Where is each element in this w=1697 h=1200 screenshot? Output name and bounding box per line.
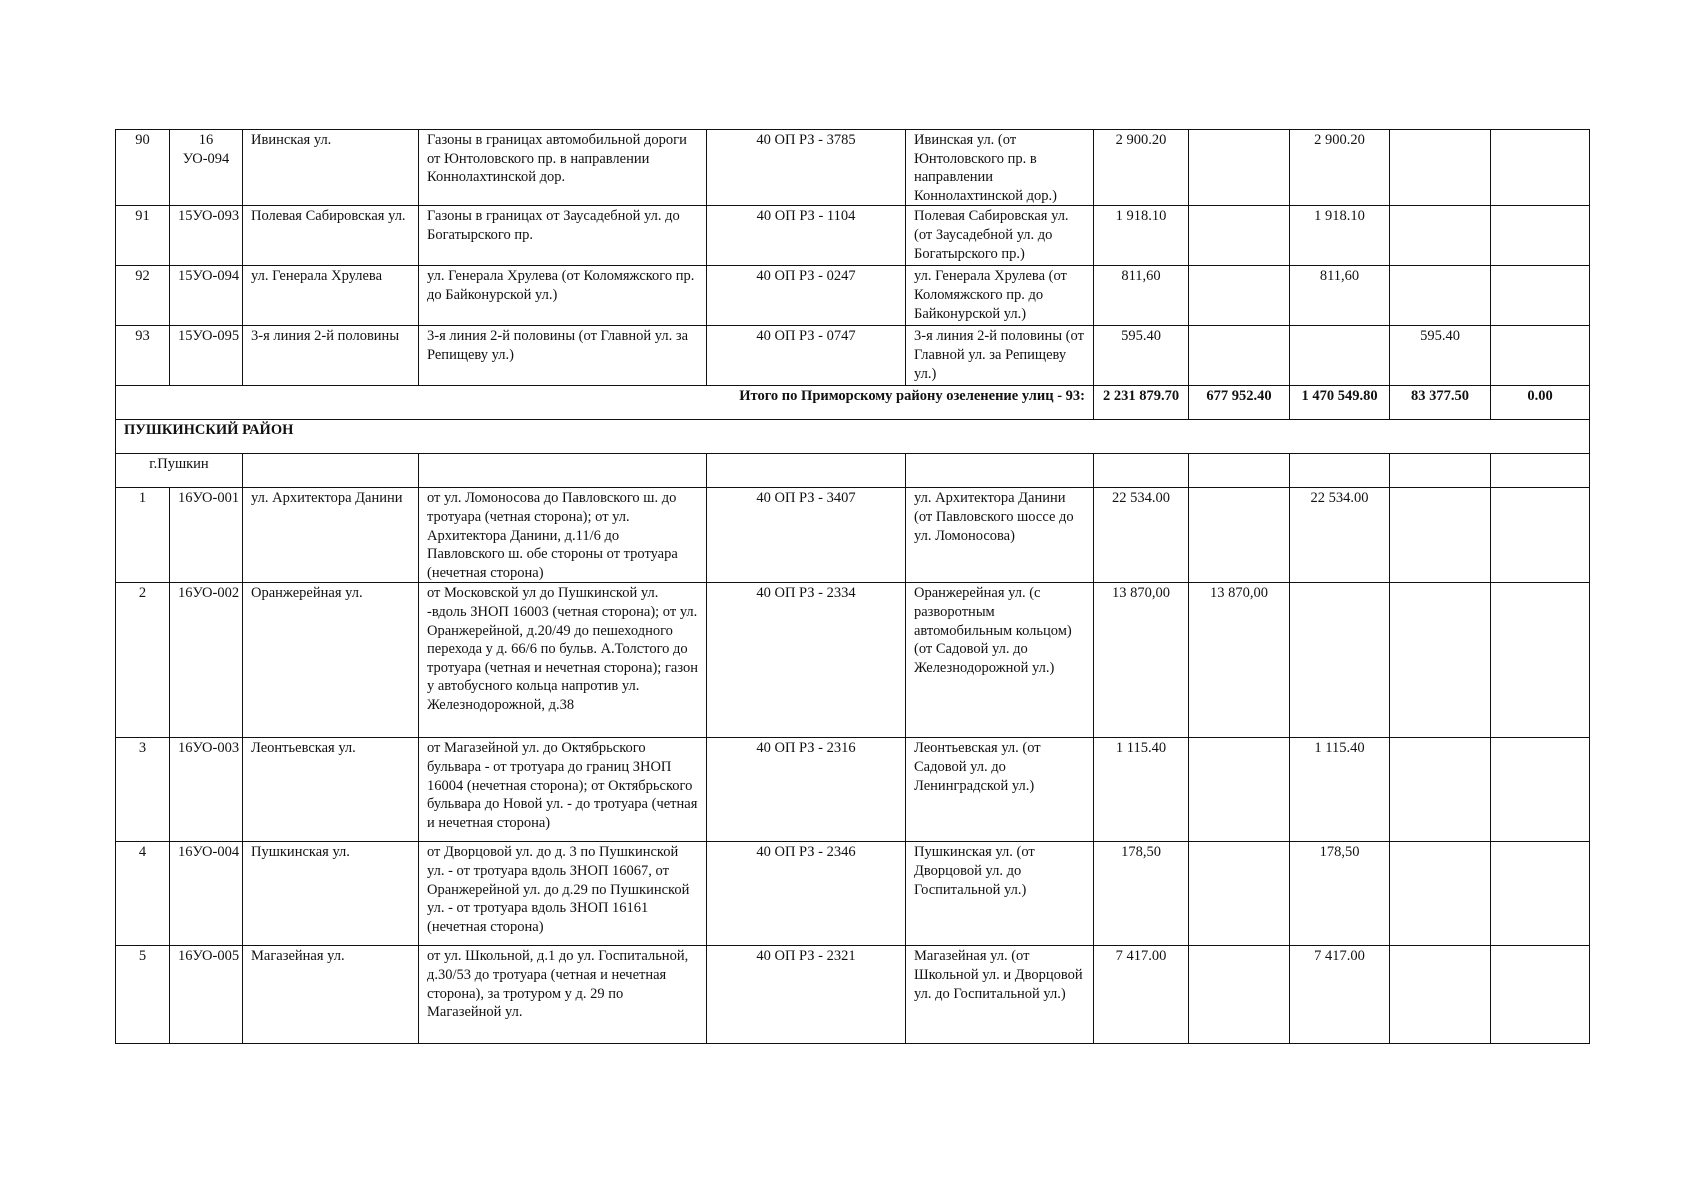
area-col-2 xyxy=(1189,842,1290,946)
road-description: Пушкинская ул. (от Дворцовой ул. до Госпитальной ул.) xyxy=(906,842,1094,946)
total-value-5: 0.00 xyxy=(1491,386,1590,420)
total-value-3: 1 470 549.80 xyxy=(1290,386,1390,420)
total-label: Итого по Приморскому району озеленение улиц - 93: xyxy=(116,386,1094,420)
area-col-2 xyxy=(1189,946,1290,1044)
area-col-5 xyxy=(1491,130,1590,206)
table-row xyxy=(116,266,1590,326)
area-total: 1 918.10 xyxy=(1094,206,1189,266)
area-col-3: 1 115.40 xyxy=(1290,738,1390,842)
row-number: 90 xyxy=(116,130,170,206)
row-number: 5 xyxy=(116,946,170,1044)
area-col-2 xyxy=(1189,738,1290,842)
road-description: Полевая Сабировская ул. (от Заусадебной ул. до Богатырского пр.) xyxy=(906,206,1094,266)
area-col-3: 811,60 xyxy=(1290,266,1390,326)
object-code: 16 УО-094 xyxy=(170,130,243,206)
registry-number: 40 ОП РЗ - 0247 xyxy=(707,266,906,326)
road-description: ул. Архитектора Данини (от Павловского шоссе до ул. Ломоносова) xyxy=(906,488,1094,583)
area-description: от Магазейной ул. до Октябрьского бульвара - от тротуара до границ ЗНОП 16004 (нечетная сторона); от Октябрьского бульвара до Новой ул. - до тротуара (четная и нечетная сторона) xyxy=(419,738,707,842)
area-description: от ул. Ломоносова до Павловского ш. до тротуара (четная сторона); от ул. Архитектора Данини, д.11/6 до Павловского ш. обе стороны от тротуара (нечетная сторона) xyxy=(419,488,707,583)
row-number: 92 xyxy=(116,266,170,326)
area-col-4 xyxy=(1390,842,1491,946)
registry-number: 40 ОП РЗ - 3785 xyxy=(707,130,906,206)
area-col-5 xyxy=(1491,738,1590,842)
area-col-5 xyxy=(1491,206,1590,266)
row-number: 1 xyxy=(116,488,170,583)
area-col-2 xyxy=(1189,130,1290,206)
table-row xyxy=(116,738,1590,842)
total-value-2: 677 952.40 xyxy=(1189,386,1290,420)
area-col-5 xyxy=(1491,946,1590,1044)
area-col-5 xyxy=(1491,583,1590,738)
empty-cell xyxy=(243,454,419,488)
empty-cell xyxy=(1094,454,1189,488)
area-col-4 xyxy=(1390,266,1491,326)
row-number: 93 xyxy=(116,326,170,386)
area-col-4 xyxy=(1390,206,1491,266)
area-col-2: 13 870,00 xyxy=(1189,583,1290,738)
registry-number: 40 ОП РЗ - 1104 xyxy=(707,206,906,266)
registry-number: 40 ОП РЗ - 2346 xyxy=(707,842,906,946)
area-total: 178,50 xyxy=(1094,842,1189,946)
table-row xyxy=(116,488,1590,583)
area-col-3 xyxy=(1290,583,1390,738)
area-description: 3-я линия 2-й половины (от Главной ул. за Репищеву ул.) xyxy=(419,326,707,386)
area-col-3: 1 918.10 xyxy=(1290,206,1390,266)
area-col-3 xyxy=(1290,326,1390,386)
empty-cell xyxy=(1290,454,1390,488)
total-row xyxy=(116,386,1590,420)
total-value-1: 2 231 879.70 xyxy=(1094,386,1189,420)
object-code: 15УО-093 xyxy=(170,206,243,266)
district-heading: ПУШКИНСКИЙ РАЙОН xyxy=(116,420,1590,454)
street-name: ул. Архитектора Данини xyxy=(243,488,419,583)
table-row xyxy=(116,206,1590,266)
district-row xyxy=(116,420,1590,454)
table-row xyxy=(116,326,1590,386)
total-value-4: 83 377.50 xyxy=(1390,386,1491,420)
street-name: Пушкинская ул. xyxy=(243,842,419,946)
table-row xyxy=(116,130,1590,206)
area-col-4 xyxy=(1390,583,1491,738)
area-total: 595.40 xyxy=(1094,326,1189,386)
area-total: 7 417.00 xyxy=(1094,946,1189,1044)
area-description: Газоны в границах автомобильной дороги от Юнтоловского пр. в направлении Коннолахтинской дор. xyxy=(419,130,707,206)
registry-number: 40 ОП РЗ - 0747 xyxy=(707,326,906,386)
table-row xyxy=(116,946,1590,1044)
area-col-2 xyxy=(1189,206,1290,266)
road-description: Оранжерейная ул. (с разворотным автомобильным кольцом) (от Садовой ул. до Железнодорожной ул.) xyxy=(906,583,1094,738)
street-name: Леонтьевская ул. xyxy=(243,738,419,842)
area-col-4: 595.40 xyxy=(1390,326,1491,386)
area-col-5 xyxy=(1491,842,1590,946)
empty-cell xyxy=(1390,454,1491,488)
object-code: 15УО-095 xyxy=(170,326,243,386)
area-description: Газоны в границах от Заусадебной ул. до Богатырского пр. xyxy=(419,206,707,266)
table-row xyxy=(116,583,1590,738)
object-code: 16УО-002 xyxy=(170,583,243,738)
empty-cell xyxy=(1491,454,1590,488)
area-col-3: 22 534.00 xyxy=(1290,488,1390,583)
area-description: от Дворцовой ул. до д. 3 по Пушкинской ул. - от тротуара вдоль ЗНОП 16067, от Оранжерейной ул. до д.29 по Пушкинской ул. - от тротуара вдоль ЗНОП 16161 (нечетная сторона) xyxy=(419,842,707,946)
road-description: Леонтьевская ул. (от Садовой ул. до Ленинградской ул.) xyxy=(906,738,1094,842)
empty-cell xyxy=(419,454,707,488)
street-name: Магазейная ул. xyxy=(243,946,419,1044)
area-col-2 xyxy=(1189,488,1290,583)
area-col-3: 7 417.00 xyxy=(1290,946,1390,1044)
area-col-3: 2 900.20 xyxy=(1290,130,1390,206)
area-col-2 xyxy=(1189,266,1290,326)
area-description: ул. Генерала Хрулева (от Коломяжского пр. до Байконурской ул.) xyxy=(419,266,707,326)
area-description: от Московской ул до Пушкинской ул. -вдоль ЗНОП 16003 (четная сторона); от ул. Оранжерейной, д.20/49 до пешеходного перехода у д. 66/6 по бульв. А.Толстого до тротуара (четная и нечетная сторона); газон у автобусного кольца напротив ул. Железнодорожной, д.38 xyxy=(419,583,707,738)
area-col-5 xyxy=(1491,488,1590,583)
area-total: 811,60 xyxy=(1094,266,1189,326)
empty-cell xyxy=(906,454,1094,488)
row-number: 91 xyxy=(116,206,170,266)
street-name: Ивинская ул. xyxy=(243,130,419,206)
area-col-4 xyxy=(1390,130,1491,206)
street-name: ул. Генерала Хрулева xyxy=(243,266,419,326)
street-name: Оранжерейная ул. xyxy=(243,583,419,738)
object-code: 16УО-004 xyxy=(170,842,243,946)
area-col-4 xyxy=(1390,738,1491,842)
registry-number: 40 ОП РЗ - 3407 xyxy=(707,488,906,583)
area-col-4 xyxy=(1390,488,1491,583)
row-number: 4 xyxy=(116,842,170,946)
registry-number: 40 ОП РЗ - 2316 xyxy=(707,738,906,842)
area-col-4 xyxy=(1390,946,1491,1044)
row-number: 3 xyxy=(116,738,170,842)
registry-number: 40 ОП РЗ - 2334 xyxy=(707,583,906,738)
registry-number: 40 ОП РЗ - 2321 xyxy=(707,946,906,1044)
area-col-3: 178,50 xyxy=(1290,842,1390,946)
object-code: 16УО-003 xyxy=(170,738,243,842)
table-row xyxy=(116,842,1590,946)
greening-table xyxy=(115,129,1590,1044)
road-description: ул. Генерала Хрулева (от Коломяжского пр. до Байконурской ул.) xyxy=(906,266,1094,326)
area-col-2 xyxy=(1189,326,1290,386)
area-col-5 xyxy=(1491,326,1590,386)
object-code: 16УО-001 xyxy=(170,488,243,583)
area-description: от ул. Школьной, д.1 до ул. Госпитальной, д.30/53 до тротуара (четная и нечетная сторона), за тротуром у д. 29 по Магазейной ул. xyxy=(419,946,707,1044)
empty-cell xyxy=(1189,454,1290,488)
row-number: 2 xyxy=(116,583,170,738)
street-name: 3-я линия 2-й половины xyxy=(243,326,419,386)
object-code: 15УО-094 xyxy=(170,266,243,326)
area-total: 2 900.20 xyxy=(1094,130,1189,206)
city-label: г.Пушкин xyxy=(116,454,243,488)
city-row xyxy=(116,454,1590,488)
road-description: 3-я линия 2-й половины (от Главной ул. за Репищеву ул.) xyxy=(906,326,1094,386)
area-total: 13 870,00 xyxy=(1094,583,1189,738)
object-code: 16УО-005 xyxy=(170,946,243,1044)
area-total: 22 534.00 xyxy=(1094,488,1189,583)
area-col-5 xyxy=(1491,266,1590,326)
road-description: Магазейная ул. (от Школьной ул. и Дворцовой ул. до Госпитальной ул.) xyxy=(906,946,1094,1044)
road-description: Ивинская ул. (от Юнтоловского пр. в направлении Коннолахтинской дор.) xyxy=(906,130,1094,206)
street-name: Полевая Сабировская ул. xyxy=(243,206,419,266)
empty-cell xyxy=(707,454,906,488)
area-total: 1 115.40 xyxy=(1094,738,1189,842)
